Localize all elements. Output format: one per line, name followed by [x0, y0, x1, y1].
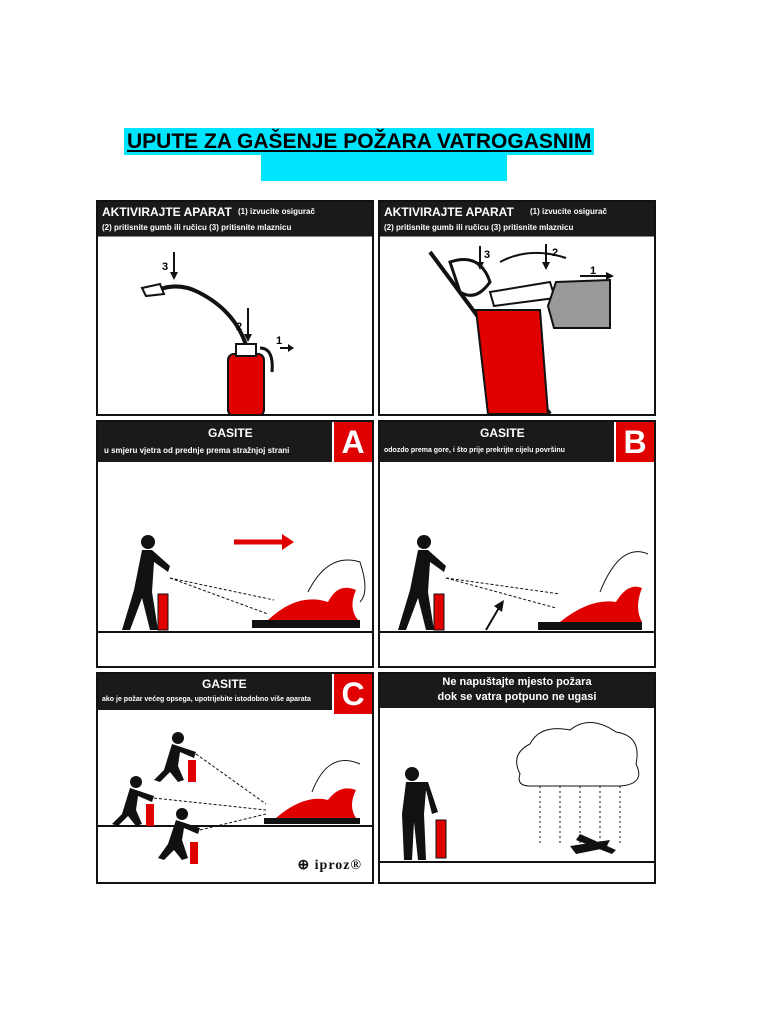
extinguisher-illustration-1 [98, 202, 372, 414]
heading: GASITE [202, 677, 247, 691]
extinguisher-closeup-illustration [380, 202, 654, 414]
extinguish-a-illustration [98, 422, 372, 666]
label-3: 3 [484, 249, 491, 261]
steps-2-3-text: (2) pritisnite gumb ili ručicu (3) pritisnite mlaznicu [102, 223, 292, 232]
heading: AKTIVIRAJTE APARAT [384, 205, 514, 219]
heading: GASITE [208, 426, 253, 440]
steps-2-3-text: (2) pritisnite gumb ili ručicu (3) pritisnite mlaznicu [384, 223, 574, 232]
step-1-text: (1) izvucite osigurač [530, 207, 607, 216]
logo-text: iproz [314, 858, 351, 873]
extinguished-fire-illustration [380, 674, 654, 882]
heading: GASITE [480, 426, 525, 440]
panel-extinguish-a [96, 420, 374, 668]
letter-badge-a: A [334, 422, 372, 462]
label-2: 2 [236, 321, 243, 333]
instruction-text: u smjeru vjetra od prednje prema stražnjoj strani [104, 446, 290, 455]
page-title: UPUTE ZA GAŠENJE POŽARA VATROGASNIM [124, 128, 594, 155]
title-highlight-bar [261, 155, 507, 181]
letter-badge-b: B [616, 422, 654, 462]
instruction-text: ako je požar većeg opsega, upotrijebite istodobno više aparata [102, 696, 311, 703]
panel-activate-1 [96, 200, 374, 416]
letter-badge-c: C [334, 674, 372, 714]
extinguish-c-illustration [98, 674, 372, 882]
label-1: 1 [276, 335, 283, 347]
instruction-text: odozdo prema gore, i što prije prekrijte cijelu površinu [384, 447, 565, 454]
label-3: 3 [162, 261, 169, 273]
warning-line-1: Ne napuštajte mjesto požara [442, 676, 592, 688]
label-2: 2 [552, 247, 559, 259]
panel-activate-2 [378, 200, 656, 416]
panel-do-not-leave [378, 672, 656, 884]
iproz-logo: ⊕ iproz® [297, 858, 362, 873]
step-1-text: (1) izvucite osigurač [238, 207, 315, 216]
warning-line-2: dok se vatra potpuno ne ugasi [437, 691, 597, 703]
panel-extinguish-b [378, 420, 656, 668]
extinguish-b-illustration [380, 422, 654, 666]
panel-extinguish-c [96, 672, 374, 884]
label-1: 1 [590, 265, 597, 277]
heading: AKTIVIRAJTE APARAT [102, 205, 232, 219]
